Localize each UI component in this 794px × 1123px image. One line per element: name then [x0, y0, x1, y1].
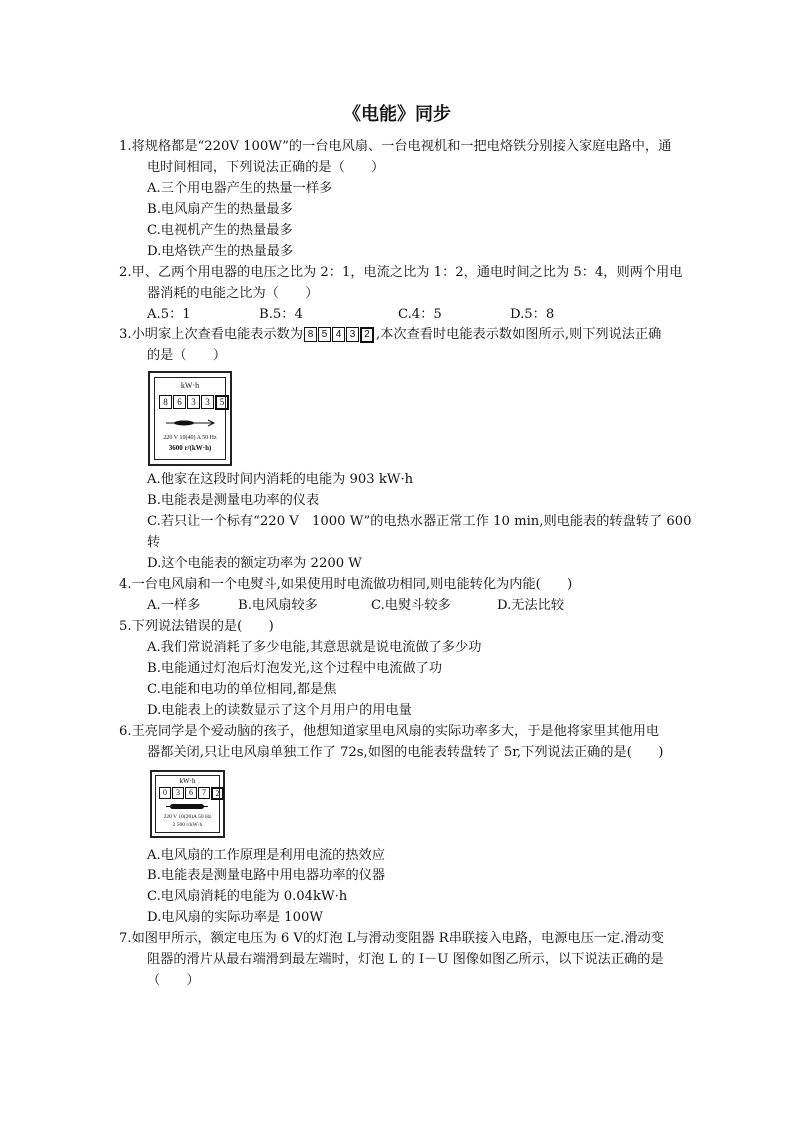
- meter-digit-decimal: 5: [215, 395, 229, 410]
- q5-option-a: A.我们常说消耗了多少电能,其意思就是说电流做了多少功: [147, 640, 482, 655]
- q5-option-c: C.电能和电功的单位相同,都是焦: [147, 682, 337, 697]
- q3-option-c-line2: 转: [147, 535, 161, 550]
- meter-digit: 0: [159, 787, 171, 799]
- q3-energy-meter-figure: [148, 371, 232, 466]
- q3-stem-line2: 的是（ ）: [147, 348, 227, 363]
- meter-digit: 7: [198, 787, 210, 799]
- q3-stem-post: ,本次查看时电能表示数如图所示,则下列说法正确: [376, 327, 662, 342]
- meter-digit: 3: [187, 395, 200, 409]
- q4-option-c: C.电熨斗较多: [371, 598, 451, 613]
- q6-option-a: A.电风扇的工作原理是利用电流的热效应: [147, 848, 385, 863]
- q6-stem-line2: 器都关闭,只让电风扇单独工作了 72s,如图的电能表转盘转了 5r,下列说法正确的是( ): [147, 745, 664, 760]
- q7-stem-line3: （ ）: [147, 973, 200, 988]
- q6-option-d: D.电风扇的实际功率是 100W: [147, 910, 323, 925]
- prev-digit: 3: [346, 327, 359, 342]
- q6-meter-unit: kW·h: [179, 777, 196, 785]
- prev-digit: 4: [332, 327, 345, 342]
- q1-stem-line2: 电时间相同，下列说法正确的是（ ）: [147, 160, 385, 175]
- q6-meter-disc-icon: [164, 802, 210, 811]
- q1-option-b: B.电风扇产生的热量最多: [147, 202, 293, 217]
- q1-option-a: A.三个用电器产生的热量一样多: [147, 181, 333, 196]
- q6-stem-line1: 6.王亮同学是个爱动脑的孩子，他想知道家里电风扇的实际功率多大，于是他将家里其他用电: [119, 724, 660, 739]
- q4-stem: 4.一台电风扇和一个电熨斗,如果使用时电流做功相同,则电能转化为内能( ): [119, 577, 573, 592]
- q5-stem: 5.下列说法错误的是( ): [119, 619, 274, 634]
- prev-digit: 8: [304, 327, 317, 342]
- meter-digit: 6: [173, 395, 186, 409]
- q3-option-b: B.电能表是测量电功率的仪表: [147, 493, 320, 508]
- q7-stem-line1: 7.如图甲所示，额定电压为 6 V的灯泡 L与滑动变阻器 R串联接入电路，电源电压一定.滑动变: [119, 931, 664, 946]
- meter-digit: 6: [185, 787, 197, 799]
- q2-stem-line1: 2.甲、乙两个用电器的电压之比为 2：1，电流之比为 1：2，通电时间之比为 5：4，则两个用电: [119, 265, 683, 280]
- q3-option-c-line1: C.若只让一个标有“220 V 1000 W”的电热水器正常工作 10 min,则电能表的转盘转了 600: [147, 514, 692, 529]
- q3-meter-rating: 220 V 10(40) A 50 Hz: [163, 435, 217, 441]
- q1-option-d: D.电烙铁产生的热量最多: [147, 244, 294, 259]
- q3-meter-digits: [159, 395, 229, 410]
- q6-energy-meter-figure: [150, 770, 225, 838]
- q2-option-b: B.5：4: [259, 307, 303, 322]
- q6-meter-rating: 220 V 10(20)A 50 Hz: [163, 814, 212, 820]
- q3-previous-reading: [304, 327, 375, 343]
- q6-meter-constant: 2 500 r/kW·h: [172, 822, 203, 828]
- prev-digit-decimal: 2: [360, 327, 374, 343]
- prev-digit: 5: [318, 327, 331, 342]
- q3-meter-unit: kW·h: [180, 381, 200, 390]
- q2-option-c: C.4：5: [398, 307, 442, 322]
- q4-option-d: D.无法比较: [497, 598, 565, 613]
- q6-option-c: C.电风扇消耗的电能为 0.04kW·h: [147, 889, 348, 904]
- page-title: 《电能》同步: [343, 104, 451, 125]
- q2-stem-line2: 器消耗的电能之比为（ ）: [147, 286, 319, 301]
- q3-option-a: A.他家在这段时间内消耗的电能为 903 kW·h: [147, 472, 414, 487]
- q4-option-a: A.一样多: [147, 598, 201, 613]
- q3-option-d: D.这个电能表的额定功率为 2200 W: [147, 556, 362, 571]
- q2-option-d: D.5：8: [510, 307, 555, 322]
- q5-option-d: D.电能表上的读数显示了这个月用户的用电量: [147, 703, 412, 718]
- q3-meter-constant: 3600 r/(kW·h): [168, 444, 212, 452]
- q3-stem-line1: [119, 325, 661, 345]
- meter-digit: 3: [201, 395, 214, 409]
- q1-stem-line1: 1.将规格都是“220V 100W”的一台电风扇、一台电视机和一把电烙铁分别接入家庭电路中，通: [119, 139, 672, 154]
- meter-digit-decimal: 2: [211, 787, 224, 800]
- q5-option-b: B.电能通过灯泡后灯泡发光,这个过程中电流做了功: [147, 661, 443, 676]
- q2-option-a: A.5：1: [147, 307, 191, 322]
- q7-stem-line2: 阻器的滑片从最右端滑到最左端时，灯泡 L 的 I－U 图像如图乙所示，以下说法正确的是: [147, 952, 664, 967]
- q3-stem-pre: 3.小明家上次查看电能表示数为: [119, 327, 304, 342]
- meter-digit: 8: [159, 395, 172, 409]
- q1-option-c: C.电视机产生的热量最多: [147, 223, 293, 238]
- meter-digit: 3: [172, 787, 184, 799]
- q6-meter-digits: [159, 787, 224, 800]
- q6-option-b: B.电能表是测量电路中用电器功率的仪器: [147, 868, 386, 883]
- q3-meter-disc-icon: [164, 418, 216, 428]
- q4-option-b: B.电风扇较多: [238, 598, 318, 613]
